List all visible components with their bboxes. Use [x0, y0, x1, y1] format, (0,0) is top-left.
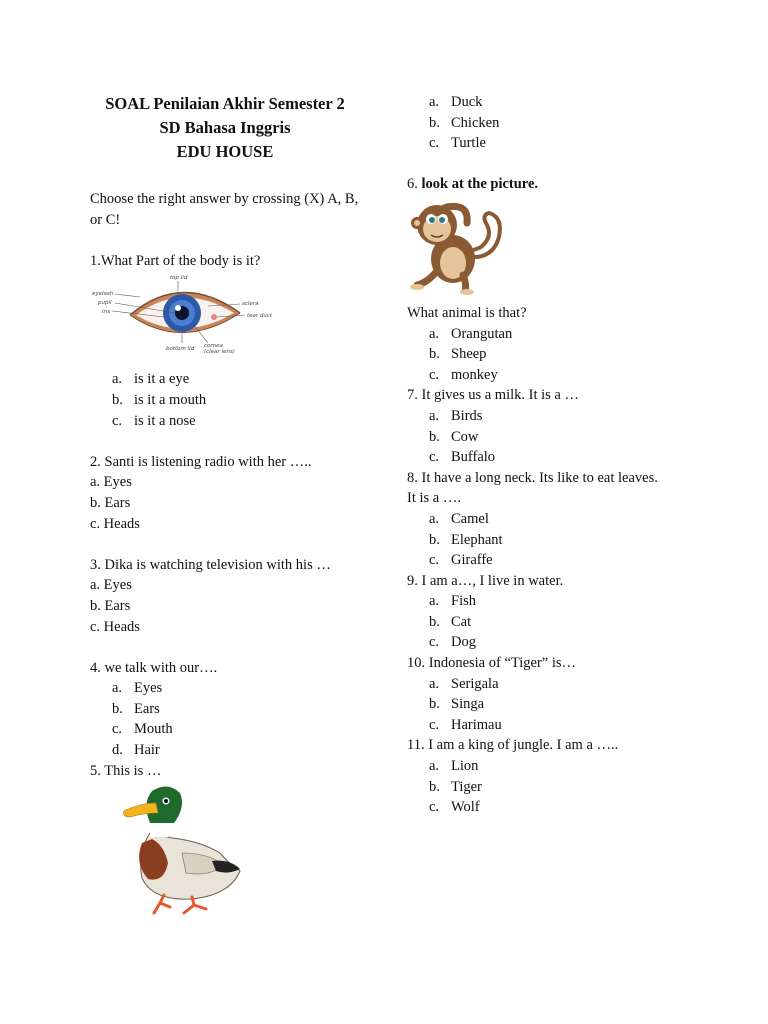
q11-option-a[interactable]: a. Lion [429, 758, 479, 775]
q5-option-c[interactable]: c. Turtle [429, 135, 486, 152]
q6-options [407, 324, 737, 386]
q7-option-a[interactable]: a. Birds [429, 407, 483, 424]
q2-option-c[interactable]: c. Heads [90, 515, 140, 532]
q11-text: 11. I am a king of jungle. I am a ….. [407, 737, 619, 754]
q1-option-b[interactable]: b. is it a mouth [112, 391, 207, 408]
q8-option-c[interactable]: c. Giraffe [429, 552, 493, 569]
q1-option-c[interactable]: c. is it a nose [112, 412, 196, 429]
q8-options [407, 509, 737, 571]
eye-diagram [90, 273, 370, 369]
q2-option-b[interactable]: b. Ears [90, 494, 131, 511]
eye-label-pupil: pupil [98, 300, 112, 307]
q7-option-c[interactable]: c. Buffalo [429, 449, 496, 466]
q1-text: 1.What Part of the body is it? [90, 252, 261, 269]
q8-option-b[interactable]: b. Elephant [429, 531, 503, 548]
q11-options [407, 756, 737, 818]
eye-label-tear-duct: tear duct [247, 313, 273, 320]
header-line-1: SOAL Penilaian Akhir Semester 2 [105, 94, 345, 113]
monkey-illustration [407, 197, 737, 295]
q4-option-c[interactable]: c. Mouth [112, 721, 173, 738]
q4-options [90, 678, 370, 760]
q7-text: 7. It gives us a milk. It is a … [407, 387, 579, 404]
q6-question: What animal is that? [407, 304, 527, 321]
eye-label-clear-lens: (clear lens) [204, 349, 235, 356]
q4-text: 4. we talk with our…. [90, 659, 218, 676]
q10-option-c[interactable]: c. Harimau [429, 716, 502, 733]
left-column [90, 92, 370, 918]
q5-option-a[interactable]: a. Duck [429, 94, 483, 110]
q6-option-a[interactable]: a. Orangutan [429, 325, 513, 342]
q10-text: 10. Indonesia of “Tiger” is… [407, 655, 577, 672]
q2-text: 2. Santi is listening radio with her ….. [90, 453, 312, 470]
q9-option-a[interactable]: a. Fish [429, 593, 476, 610]
q5-options [407, 92, 737, 154]
q3-option-b[interactable]: b. Ears [90, 597, 131, 614]
q6-option-c[interactable]: c. monkey [429, 366, 498, 383]
q1-option-a[interactable]: a. is it a eye [112, 371, 190, 388]
instruction: Choose the right answer by crossing (X) A, B, or C! [90, 191, 359, 228]
header-line-3: EDU HOUSE [176, 142, 274, 161]
duck-illustration [112, 783, 370, 918]
q4-option-d[interactable]: d. Hair [112, 742, 160, 759]
eye-label-bottom-lid: bottom lid [166, 346, 195, 353]
q9-options [407, 591, 737, 653]
exam-header [90, 92, 360, 164]
q3-text: 3. Dika is watching television with his … [90, 556, 331, 573]
q8-text-2: It is a …. [407, 490, 461, 507]
q10-options [407, 674, 737, 736]
q9-option-b[interactable]: b. Cat [429, 613, 472, 630]
eye-label-top-lid: top lid [170, 275, 188, 282]
q3-option-c[interactable]: c. Heads [90, 618, 140, 635]
header-line-2: SD Bahasa Inggris [159, 118, 291, 137]
q5-text: 5. This is … [90, 762, 162, 779]
q1-options [90, 369, 370, 431]
eye-label-iris: iris [102, 309, 111, 316]
q9-text: 9. I am a…, I live in water. [407, 572, 564, 589]
q9-option-c[interactable]: c. Dog [429, 634, 476, 651]
q6-heading: 6. look at the picture. [407, 176, 539, 193]
q2-option-a[interactable]: a. Eyes [90, 474, 132, 491]
q8-option-a[interactable]: a. Camel [429, 510, 489, 527]
q11-option-b[interactable]: b. Tiger [429, 778, 482, 795]
eye-label-sclera: sclera [242, 301, 259, 308]
q11-option-c[interactable]: c. Wolf [429, 799, 480, 816]
q7-option-b[interactable]: b. Cow [429, 428, 479, 445]
q4-option-b[interactable]: b. Ears [112, 700, 160, 717]
q8-text: 8. It have a long neck. Its like to eat leaves. [407, 469, 658, 486]
q10-option-a[interactable]: a. Serigala [429, 675, 499, 692]
eye-label-cornea: cornea [204, 343, 223, 350]
q6-option-b[interactable]: b. Sheep [429, 346, 487, 363]
q4-option-a[interactable]: a. Eyes [112, 680, 163, 697]
eye-label-eyelash: eyelash [92, 291, 114, 298]
q10-option-b[interactable]: b. Singa [429, 696, 485, 713]
q5-option-b[interactable]: b. Chicken [429, 114, 500, 131]
q3-option-a[interactable]: a. Eyes [90, 577, 132, 594]
q7-options [407, 406, 737, 468]
right-column [407, 92, 737, 818]
